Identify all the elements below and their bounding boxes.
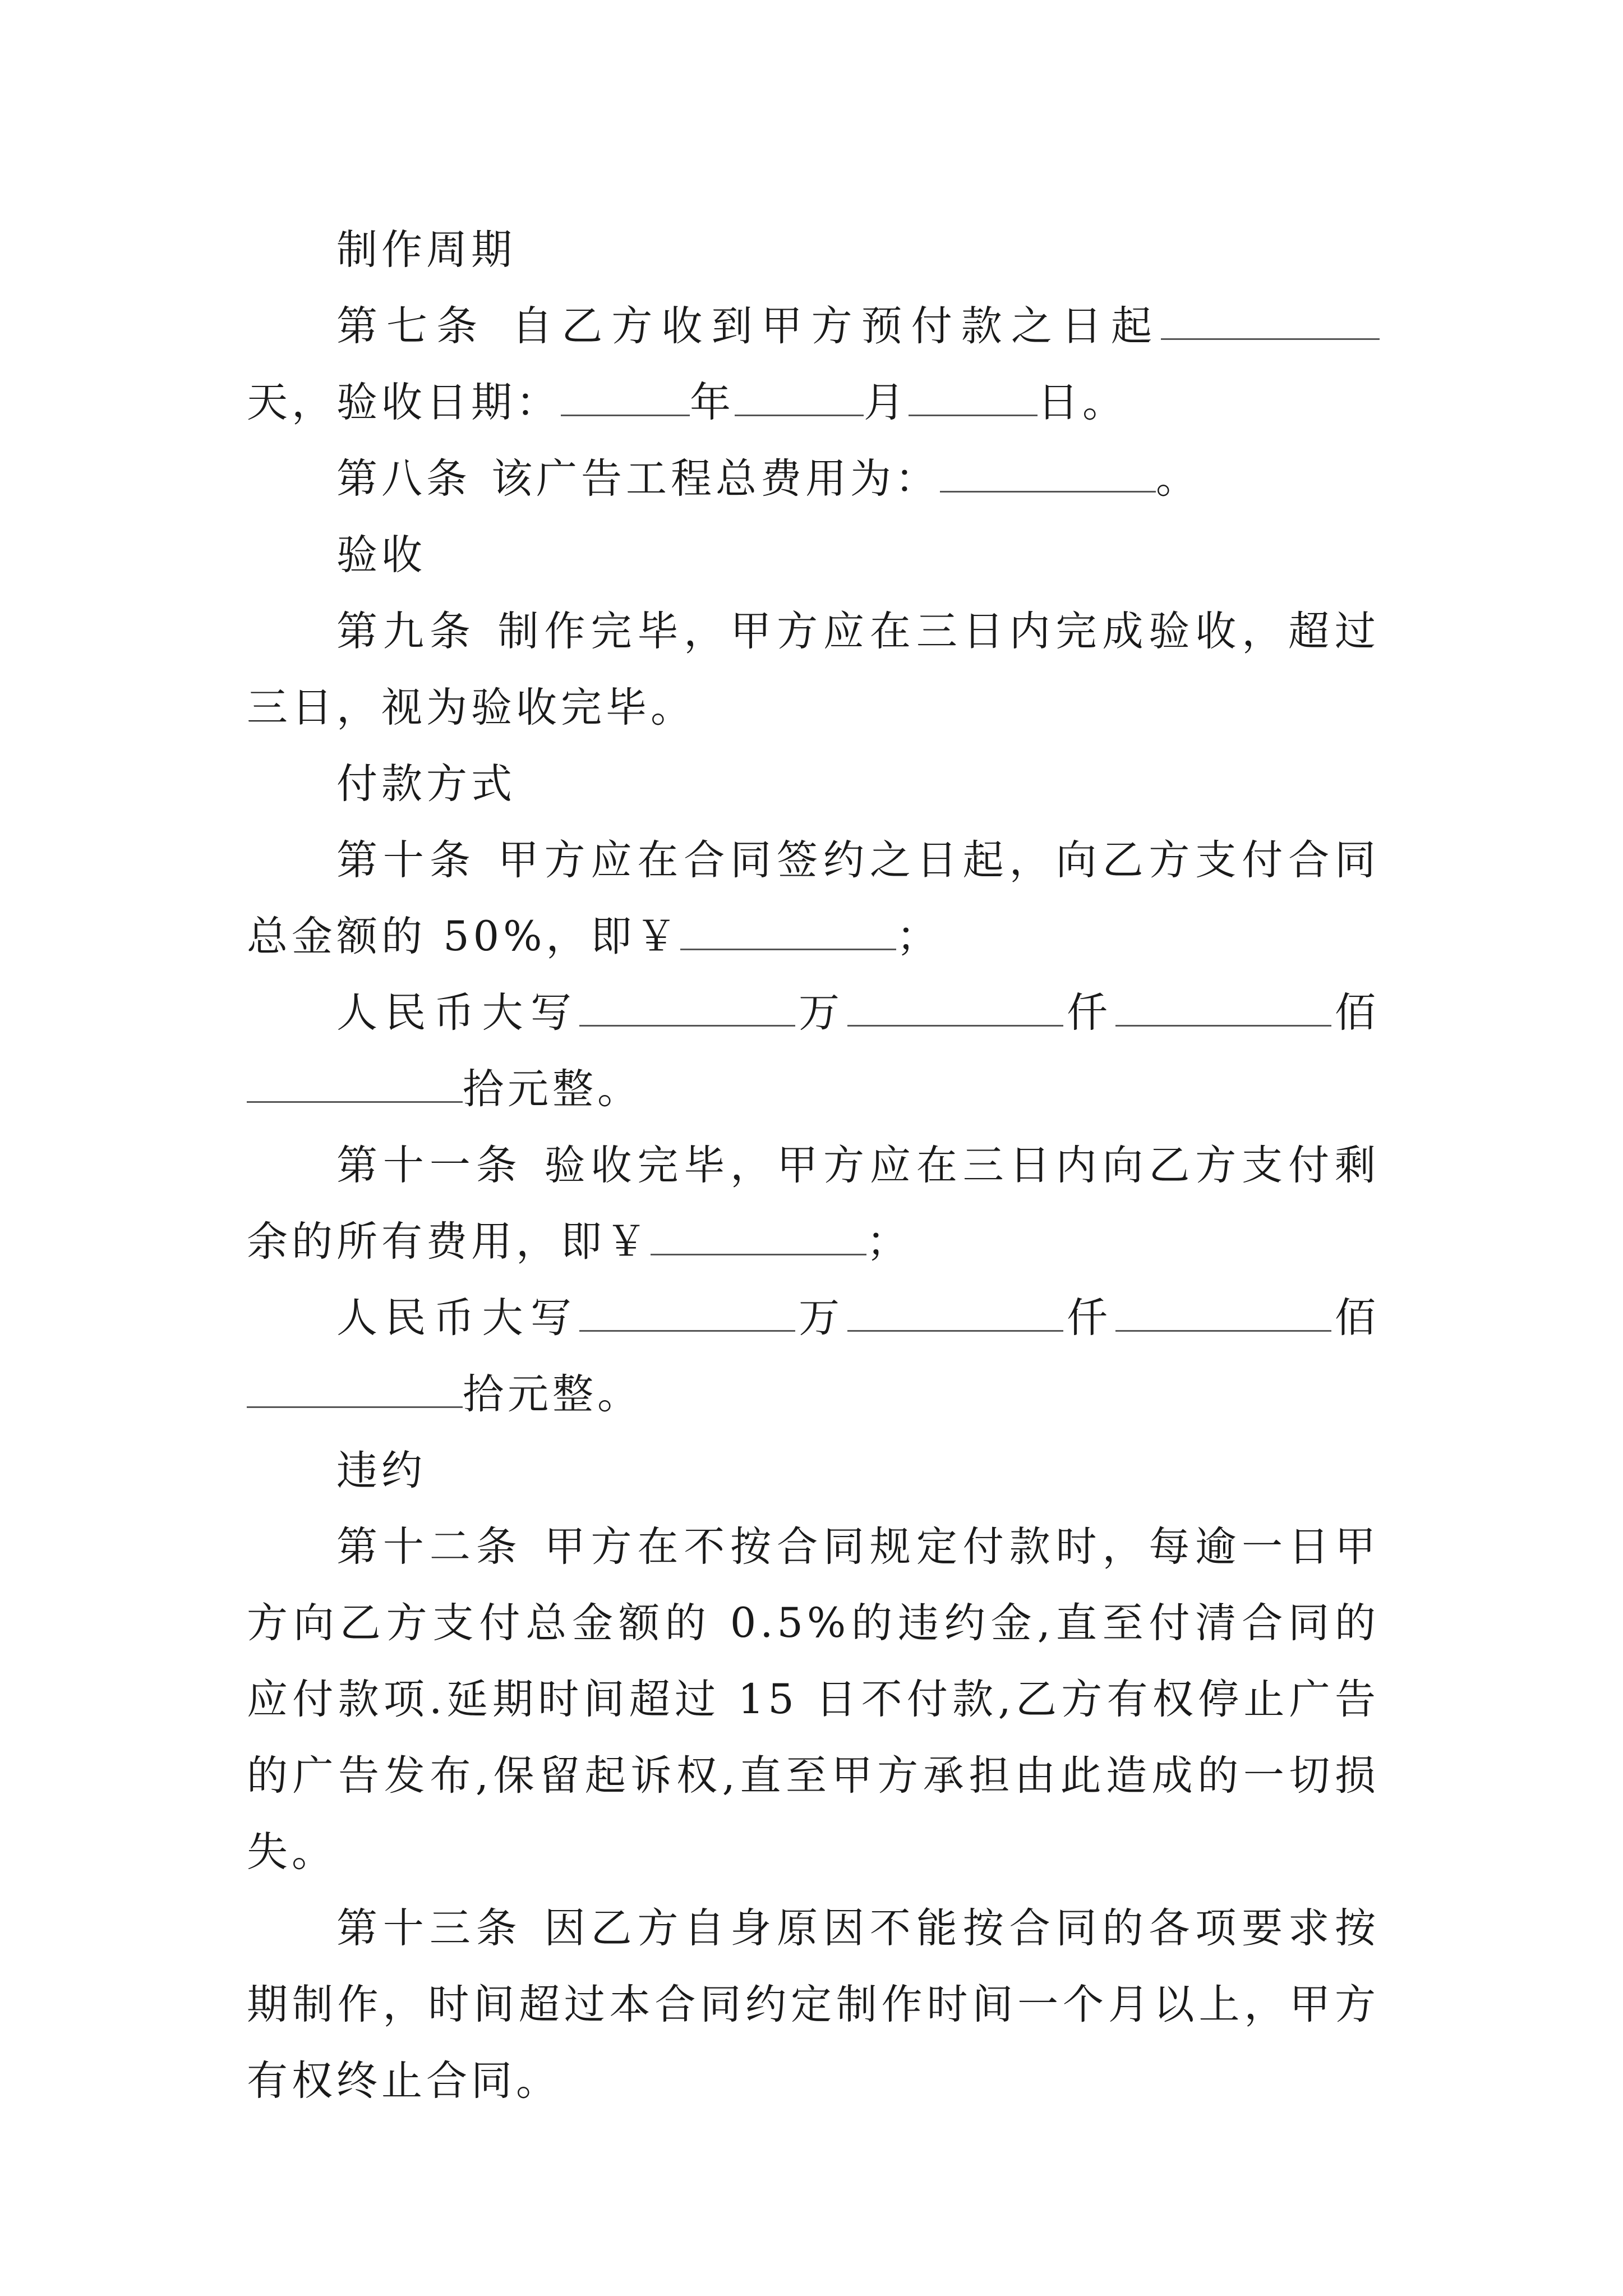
- article-11-rmb: [247, 1280, 1380, 1433]
- article-label: 第八条: [336, 455, 471, 503]
- year-blank: [561, 381, 690, 416]
- article-text: 。: [1156, 455, 1201, 503]
- heading-text: 付款方式: [336, 760, 516, 808]
- article-12: [247, 1509, 1380, 1890]
- total-fee-blank: [940, 457, 1156, 493]
- day-label: 日。: [1038, 379, 1127, 426]
- rmb-label: 人民币大写: [336, 989, 579, 1037]
- shi-label: 拾元整。: [463, 1370, 642, 1418]
- year-label: 年: [690, 379, 735, 426]
- article-label: 第十三条: [336, 1904, 523, 1952]
- contract-body: [247, 212, 1380, 2119]
- section-heading-payment: [247, 746, 1380, 822]
- article-text: ；: [896, 913, 942, 960]
- wan-label: 万: [795, 989, 847, 1037]
- wan-label: 万: [795, 1294, 847, 1342]
- bai-blank: [1115, 991, 1331, 1027]
- shi-blank: [247, 1068, 463, 1103]
- article-label: 第七条: [336, 302, 487, 350]
- rmb-label: 人民币大写: [336, 1294, 579, 1342]
- article-text: 甲方在不按合同规定付款时，每逾一日甲方向乙方支付总金额的 0.5%的违约金,直至付清合同的应付款项.延期时间超过 15 日不付款,乙方有权停止广告的广告发布,保留起诉权,直至甲方承担由此造成的一切损失。: [247, 1523, 1380, 1876]
- qian-label: 仟: [1063, 989, 1115, 1037]
- qian-label: 仟: [1063, 1294, 1115, 1342]
- article-label: 第十二条: [336, 1523, 523, 1571]
- article-8: [247, 441, 1380, 517]
- article-text: 制作完毕，甲方应在三日内完成验收，超过三日，视为验收完毕。: [247, 608, 1380, 731]
- month-label: 月: [864, 379, 909, 426]
- bai-label: 佰: [1331, 989, 1380, 1037]
- article-text: 天，: [247, 379, 336, 426]
- article-9: [247, 593, 1380, 746]
- heading-text: 验收: [336, 531, 426, 579]
- shi-blank: [247, 1373, 463, 1408]
- heading-text: 违约: [336, 1447, 426, 1494]
- day-blank: [909, 381, 1038, 416]
- article-text: 因乙方自身原因不能按合同的各项要求按期制作，时间超过本合同约定制作时间一个月以上，甲方有权终止合同。: [247, 1904, 1380, 2105]
- article-label: 第九条: [336, 608, 476, 655]
- article-label: 第十一条: [336, 1142, 523, 1189]
- article-text: ；: [866, 1218, 911, 1266]
- article-text: 验收日期：: [336, 379, 561, 426]
- section-heading-period: [247, 212, 1380, 288]
- article-7: [247, 288, 1380, 441]
- amount-blank: [651, 1220, 866, 1255]
- wan-blank: [579, 991, 795, 1027]
- days-blank: [1161, 305, 1380, 340]
- article-label: 第十条: [336, 836, 476, 884]
- shi-label: 拾元整。: [463, 1065, 642, 1113]
- qian-blank: [847, 991, 1063, 1027]
- article-text: 自乙方收到甲方预付款之日起: [506, 302, 1161, 350]
- qian-blank: [847, 1296, 1063, 1332]
- section-heading-acceptance: [247, 517, 1380, 593]
- month-blank: [735, 381, 864, 416]
- heading-text: 制作周期: [336, 226, 516, 274]
- bai-blank: [1115, 1296, 1331, 1332]
- article-11: [247, 1128, 1380, 1280]
- wan-blank: [579, 1296, 795, 1332]
- article-13: [247, 1890, 1380, 2119]
- article-10: [247, 822, 1380, 975]
- article-text: 验收完毕，甲方应在三日内向乙方支付剩余的所有费用，即￥: [247, 1142, 1380, 1266]
- article-10-rmb: [247, 975, 1380, 1128]
- bai-label: 佰: [1331, 1294, 1380, 1342]
- section-heading-breach: [247, 1433, 1380, 1509]
- article-text: 该广告工程总费用为：: [491, 455, 940, 503]
- article-text: 甲方应在合同签约之日起，向乙方支付合同总金额的 50%，即￥: [247, 836, 1380, 960]
- amount-blank: [680, 915, 896, 950]
